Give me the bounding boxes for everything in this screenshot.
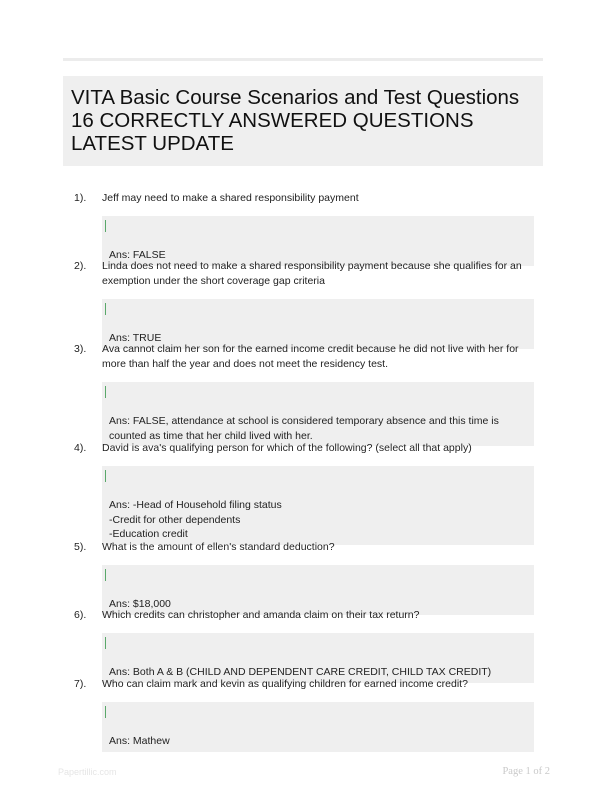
answer-box [102, 633, 534, 683]
answer-text: Ans: FALSE, attendance at school is considered temporary absence and this time is counted as time that her child lived with her. [109, 415, 499, 442]
question-number: 7). [74, 678, 87, 690]
document-title: VITA Basic Course Scenarios and Test Questions 16 CORRECTLY ANSWERED QUESTIONS LATEST UPDATE [71, 86, 520, 155]
question-text: Who can claim mark and kevin as qualifying children for earned income credit? [102, 678, 468, 690]
page-indicator: Page 1 of 2 [502, 766, 550, 777]
answer-box [102, 702, 534, 752]
answer-text: Ans: Both A & B (CHILD AND DEPENDENT CARE CREDIT, CHILD TAX CREDIT) [109, 666, 492, 678]
footer-watermark: Papertillic.com [58, 767, 117, 777]
answer-marker [105, 470, 106, 482]
question-number: 4). [74, 442, 87, 454]
question-number: 3). [74, 343, 87, 355]
answer-marker [105, 706, 106, 718]
question-number: 6). [74, 609, 87, 621]
question-text: David is ava's qualifying person for which of the following? (select all that apply) [102, 442, 472, 454]
question-number: 5). [74, 541, 87, 553]
answer-box [102, 466, 534, 545]
answer-box [102, 382, 534, 446]
question-number: 1). [74, 192, 87, 204]
answer-text: Ans: $18,000 [109, 598, 171, 610]
top-divider [63, 58, 543, 61]
answer-marker [105, 303, 106, 315]
question-text: Linda does not need to make a shared responsibility payment because she qualifies for an exemption under the short coverage gap criteria [102, 260, 522, 287]
answer-text: Ans: TRUE [109, 332, 162, 344]
question-text: Ava cannot claim her son for the earned income credit because he did not live with her for more than half the year and does not meet the residency test. [102, 343, 519, 370]
answer-text: Ans: -Head of Household filing status -Credit for other dependents -Education credit [109, 499, 282, 540]
answer-text: Ans: Mathew [109, 735, 170, 747]
answer-marker [105, 637, 106, 649]
question-text: Which credits can christopher and amanda claim on their tax return? [102, 609, 420, 621]
question-number: 2). [74, 260, 87, 272]
question-text: What is the amount of ellen's standard deduction? [102, 541, 335, 553]
answer-text: Ans: FALSE [109, 249, 166, 261]
answer-marker [105, 220, 106, 232]
question-text: Jeff may need to make a shared responsibility payment [102, 192, 359, 204]
answer-marker [105, 386, 106, 398]
title-box [63, 76, 543, 166]
answer-marker [105, 569, 106, 581]
